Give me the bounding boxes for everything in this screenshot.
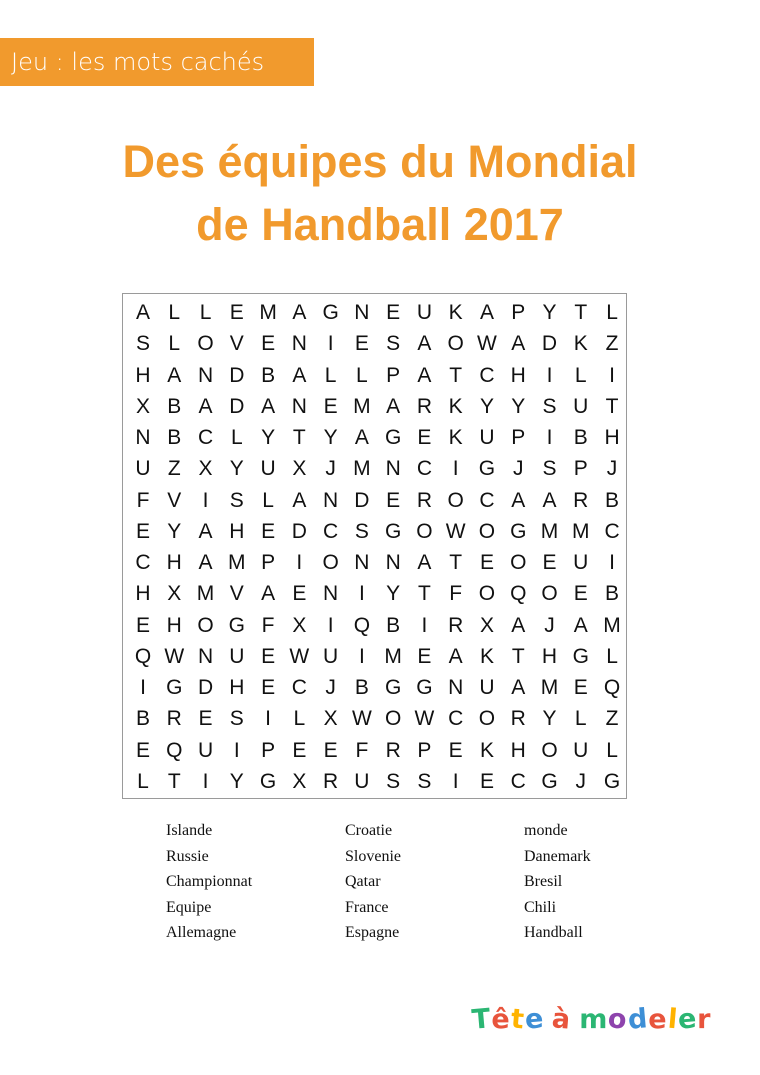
- grid-letter[interactable]: U: [354, 769, 370, 793]
- grid-letter[interactable]: Q: [510, 582, 527, 606]
- grid-letter[interactable]: D: [354, 488, 370, 512]
- grid-letter[interactable]: S: [542, 457, 557, 481]
- grid-letter[interactable]: O: [541, 738, 558, 762]
- grid-letter[interactable]: T: [511, 644, 525, 668]
- grid-letter[interactable]: A: [511, 676, 526, 699]
- word-list-item: Championnat: [166, 873, 253, 890]
- grid-letter[interactable]: N: [385, 457, 401, 481]
- grid-letter[interactable]: O: [510, 551, 527, 574]
- grid-letter[interactable]: E: [542, 551, 557, 574]
- grid-letter[interactable]: Q: [166, 738, 183, 762]
- grid-letter[interactable]: P: [511, 426, 526, 449]
- grid-letter[interactable]: T: [418, 582, 431, 606]
- grid-letter[interactable]: I: [265, 707, 271, 731]
- grid-letter[interactable]: O: [478, 582, 496, 606]
- grid-letter[interactable]: G: [228, 613, 245, 637]
- grid-letter[interactable]: U: [260, 457, 276, 481]
- grid-letter[interactable]: C: [291, 676, 307, 699]
- grid-letter[interactable]: S: [354, 519, 369, 543]
- grid-letter[interactable]: G: [384, 676, 402, 699]
- grid-letter[interactable]: U: [135, 457, 151, 481]
- grid-letter[interactable]: I: [327, 332, 334, 356]
- word-list-item: Qatar: [345, 873, 381, 890]
- grid-letter[interactable]: Q: [134, 644, 152, 668]
- grid-letter[interactable]: A: [511, 488, 526, 512]
- grid-letter[interactable]: N: [323, 488, 339, 512]
- grid-letter[interactable]: K: [479, 644, 494, 668]
- grid-letter[interactable]: D: [229, 394, 245, 418]
- grid-letter[interactable]: B: [605, 488, 620, 512]
- grid-letter[interactable]: O: [416, 519, 433, 543]
- word-list-item: Equipe: [166, 898, 212, 916]
- grid-letter[interactable]: P: [511, 301, 526, 324]
- grid-letter[interactable]: X: [323, 707, 338, 731]
- grid-letter[interactable]: C: [323, 519, 339, 543]
- grid-letter[interactable]: I: [358, 582, 365, 606]
- grid-letter[interactable]: A: [198, 519, 213, 543]
- grid-letter[interactable]: N: [354, 551, 370, 574]
- grid-letter[interactable]: B: [135, 707, 150, 731]
- grid-letter[interactable]: J: [606, 457, 618, 481]
- grid-letter[interactable]: N: [448, 676, 464, 699]
- grid-letter[interactable]: R: [573, 488, 589, 512]
- grid-letter[interactable]: M: [196, 582, 215, 606]
- grid-letter[interactable]: I: [546, 363, 553, 387]
- grid-letter[interactable]: A: [511, 613, 526, 637]
- grid-letter[interactable]: L: [606, 301, 618, 324]
- grid-letter[interactable]: E: [261, 332, 276, 356]
- grid-letter[interactable]: G: [541, 769, 558, 793]
- grid-letter[interactable]: E: [448, 738, 463, 762]
- grid-letter[interactable]: U: [573, 394, 589, 418]
- grid-letter[interactable]: P: [261, 551, 276, 574]
- grid-letter[interactable]: F: [136, 488, 150, 512]
- grid-letter[interactable]: I: [233, 738, 240, 762]
- game-type-label: Jeu : les mots cachés: [0, 38, 314, 86]
- grid-letter[interactable]: H: [604, 426, 620, 449]
- grid-letter[interactable]: D: [197, 676, 214, 699]
- grid-letter[interactable]: G: [166, 676, 183, 699]
- grid-letter[interactable]: G: [510, 519, 527, 543]
- grid-letter[interactable]: R: [510, 707, 526, 731]
- grid-letter[interactable]: B: [605, 582, 620, 606]
- grid-letter[interactable]: E: [135, 738, 150, 762]
- grid-letter[interactable]: B: [167, 394, 182, 418]
- grid-letter[interactable]: V: [229, 582, 244, 606]
- grid-letter[interactable]: E: [479, 551, 494, 574]
- grid-letter[interactable]: N: [354, 301, 370, 324]
- grid-letter[interactable]: H: [229, 519, 245, 543]
- grid-letter[interactable]: O: [447, 332, 464, 356]
- grid-letter[interactable]: N: [291, 332, 307, 356]
- grid-letter[interactable]: P: [386, 363, 401, 387]
- grid-letter[interactable]: A: [198, 551, 213, 574]
- grid-letter[interactable]: Y: [479, 394, 494, 418]
- grid-letter[interactable]: S: [135, 332, 150, 356]
- grid-letter[interactable]: Y: [542, 301, 557, 324]
- grid-letter[interactable]: L: [262, 488, 274, 512]
- grid-letter[interactable]: W: [351, 707, 372, 731]
- grid-letter[interactable]: R: [448, 613, 464, 637]
- grid-letter[interactable]: N: [385, 551, 401, 574]
- grid-letter[interactable]: C: [197, 426, 214, 449]
- grid-letter[interactable]: C: [479, 363, 495, 387]
- grid-letter[interactable]: N: [323, 582, 339, 606]
- grid-letter[interactable]: B: [354, 676, 369, 699]
- grid-letter[interactable]: H: [166, 613, 182, 637]
- grid-letter[interactable]: L: [356, 363, 368, 387]
- grid-letter[interactable]: P: [573, 457, 588, 481]
- grid-letter[interactable]: U: [197, 738, 214, 762]
- grid-letter[interactable]: A: [511, 332, 526, 356]
- grid-letter[interactable]: C: [416, 457, 432, 481]
- grid-letter[interactable]: H: [510, 363, 526, 387]
- grid-letter[interactable]: W: [414, 707, 435, 731]
- grid-letter[interactable]: E: [386, 488, 401, 512]
- grid-letter[interactable]: H: [166, 551, 182, 574]
- grid-letter[interactable]: M: [540, 519, 559, 543]
- grid-letter[interactable]: L: [137, 769, 149, 793]
- grid-letter[interactable]: E: [479, 769, 494, 793]
- grid-letter[interactable]: J: [325, 676, 336, 699]
- word-list-item: Islande: [166, 822, 213, 839]
- grid-letter[interactable]: Z: [167, 457, 181, 481]
- word-list-item: Danemark: [524, 847, 591, 865]
- word-list-item: Handball: [524, 924, 583, 941]
- grid-letter[interactable]: Y: [229, 769, 244, 793]
- grid-letter[interactable]: Z: [605, 332, 619, 356]
- grid-letter[interactable]: M: [353, 394, 371, 418]
- grid-letter[interactable]: M: [228, 551, 246, 574]
- grid-letter[interactable]: Y: [511, 394, 526, 418]
- grid-letter[interactable]: X: [292, 457, 307, 481]
- grid-letter[interactable]: Y: [386, 582, 401, 606]
- grid-letter[interactable]: I: [358, 644, 365, 668]
- grid-letter[interactable]: T: [449, 551, 463, 574]
- grid-letter[interactable]: U: [573, 551, 589, 574]
- grid-letter[interactable]: A: [354, 426, 369, 449]
- grid-letter[interactable]: A: [167, 363, 182, 387]
- grid-letter[interactable]: G: [322, 301, 339, 324]
- grid-letter[interactable]: S: [542, 394, 557, 418]
- grid-letter[interactable]: A: [479, 301, 494, 324]
- grid-letter[interactable]: L: [199, 301, 212, 324]
- grid-letter[interactable]: R: [323, 769, 339, 793]
- grid-letter[interactable]: J: [575, 769, 587, 793]
- grid-letter[interactable]: B: [261, 363, 276, 387]
- word-list-item: Bresil: [524, 873, 563, 890]
- grid-letter[interactable]: A: [417, 363, 432, 387]
- grid-letter[interactable]: E: [261, 519, 276, 543]
- grid-letter[interactable]: G: [259, 769, 277, 793]
- grid-letter[interactable]: U: [229, 644, 245, 668]
- grid-letter[interactable]: Y: [167, 519, 182, 543]
- grid-letter[interactable]: G: [572, 644, 589, 668]
- grid-letter[interactable]: G: [384, 519, 402, 543]
- grid-letter[interactable]: I: [296, 551, 303, 574]
- grid-letter[interactable]: A: [198, 394, 213, 418]
- grid-letter[interactable]: C: [510, 769, 526, 793]
- grid-letter[interactable]: C: [135, 551, 151, 574]
- grid-letter[interactable]: G: [416, 676, 433, 699]
- grid-letter[interactable]: S: [386, 332, 401, 356]
- grid-letter[interactable]: E: [135, 519, 150, 543]
- grid-letter[interactable]: N: [197, 644, 214, 668]
- grid-letter[interactable]: A: [261, 394, 276, 418]
- grid-letter[interactable]: X: [198, 457, 213, 481]
- grid-letter[interactable]: X: [135, 394, 150, 418]
- grid-letter[interactable]: R: [385, 738, 401, 762]
- grid-letter[interactable]: E: [229, 301, 244, 324]
- word-list-item: Russie: [166, 847, 209, 865]
- grid-letter[interactable]: E: [261, 676, 276, 699]
- grid-letter[interactable]: X: [292, 613, 307, 637]
- grid-letter[interactable]: N: [135, 426, 151, 449]
- word-list-item: Croatie: [345, 822, 393, 839]
- grid-letter[interactable]: P: [261, 738, 276, 762]
- grid-letter[interactable]: N: [197, 363, 214, 387]
- grid-letter[interactable]: L: [324, 363, 337, 387]
- grid-letter[interactable]: A: [135, 301, 150, 324]
- grid-letter[interactable]: I: [202, 769, 209, 793]
- grid-letter[interactable]: Y: [542, 707, 557, 731]
- grid-letter[interactable]: A: [542, 488, 557, 512]
- grid-letter[interactable]: M: [572, 519, 590, 543]
- grid-letter[interactable]: M: [353, 457, 371, 481]
- grid-letter[interactable]: R: [416, 488, 432, 512]
- grid-letter[interactable]: O: [478, 519, 496, 543]
- grid-letter[interactable]: I: [609, 363, 615, 387]
- grid-letter[interactable]: E: [354, 332, 369, 356]
- grid-letter[interactable]: I: [609, 551, 615, 574]
- grid-letter[interactable]: E: [323, 394, 338, 418]
- grid-letter[interactable]: D: [229, 363, 245, 387]
- grid-letter[interactable]: N: [291, 394, 307, 418]
- brand-logo: [472, 1004, 711, 1044]
- word-list-item: Espagne: [345, 924, 400, 941]
- grid-letter[interactable]: X: [167, 582, 182, 606]
- grid-letter[interactable]: E: [292, 582, 307, 606]
- grid-letter[interactable]: O: [197, 613, 214, 637]
- grid-letter[interactable]: Z: [605, 707, 619, 731]
- grid-letter[interactable]: W: [164, 644, 185, 668]
- grid-letter[interactable]: M: [540, 676, 559, 699]
- grid-letter[interactable]: I: [202, 488, 209, 512]
- grid-letter[interactable]: O: [197, 332, 214, 356]
- grid-letter[interactable]: O: [384, 707, 402, 731]
- grid-letter[interactable]: X: [292, 769, 307, 793]
- grid-letter[interactable]: L: [606, 738, 618, 762]
- grid-letter[interactable]: U: [323, 644, 339, 668]
- grid-letter[interactable]: A: [417, 332, 432, 356]
- grid-letter[interactable]: I: [327, 613, 334, 637]
- grid-letter[interactable]: L: [230, 426, 243, 449]
- grid-letter[interactable]: K: [448, 301, 463, 324]
- page-title: [0, 130, 760, 256]
- grid-letter[interactable]: R: [166, 707, 182, 731]
- grid-letter[interactable]: H: [135, 363, 151, 387]
- grid-letter[interactable]: Y: [261, 426, 276, 449]
- grid-letter[interactable]: U: [479, 426, 495, 449]
- grid-letter[interactable]: I: [452, 769, 459, 793]
- grid-letter[interactable]: L: [574, 363, 587, 387]
- grid-letter[interactable]: A: [386, 394, 401, 418]
- grid-letter[interactable]: L: [606, 644, 618, 668]
- word-list-column: [524, 820, 591, 948]
- grid-letter[interactable]: A: [292, 488, 307, 512]
- grid-letter[interactable]: A: [417, 551, 432, 574]
- grid-letter[interactable]: I: [452, 457, 459, 481]
- grid-letter[interactable]: G: [478, 457, 496, 481]
- grid-letter[interactable]: H: [229, 676, 245, 699]
- grid-letter[interactable]: U: [573, 738, 589, 762]
- grid-letter[interactable]: A: [292, 363, 307, 387]
- grid-letter[interactable]: Q: [603, 676, 621, 699]
- word-list-column: [166, 820, 252, 948]
- grid-letter[interactable]: A: [573, 613, 588, 637]
- grid-letter[interactable]: A: [261, 582, 276, 606]
- grid-letter[interactable]: E: [261, 644, 276, 668]
- grid-letter[interactable]: E: [292, 738, 307, 762]
- grid-letter[interactable]: T: [167, 769, 181, 793]
- grid-letter[interactable]: U: [416, 301, 432, 324]
- grid-letter[interactable]: F: [355, 738, 369, 762]
- grid-letter[interactable]: K: [448, 394, 463, 418]
- grid-letter[interactable]: K: [573, 332, 588, 356]
- grid-letter[interactable]: M: [259, 301, 277, 324]
- grid-letter[interactable]: L: [293, 707, 306, 731]
- grid-letter[interactable]: O: [447, 488, 464, 512]
- grid-letter[interactable]: B: [167, 426, 182, 449]
- grid-letter[interactable]: T: [292, 426, 306, 449]
- grid-letter[interactable]: F: [449, 582, 463, 606]
- grid-letter[interactable]: C: [448, 707, 464, 731]
- grid-letter[interactable]: I: [546, 426, 553, 449]
- grid-letter[interactable]: B: [573, 426, 588, 449]
- grid-letter[interactable]: L: [168, 301, 181, 324]
- grid-letter[interactable]: E: [323, 738, 338, 762]
- logo-text: Tête à modeler: [470, 1003, 712, 1036]
- grid-letter[interactable]: O: [478, 707, 496, 731]
- grid-letter[interactable]: X: [479, 613, 494, 637]
- word-list-item: monde: [524, 822, 568, 839]
- title-line-1: Des équipes du Mondial: [122, 136, 638, 187]
- grid-letter[interactable]: C: [479, 488, 495, 512]
- grid-letter[interactable]: I: [421, 613, 428, 637]
- grid-letter[interactable]: U: [479, 676, 495, 699]
- grid-letter[interactable]: W: [289, 644, 310, 668]
- grid-letter[interactable]: V: [167, 488, 182, 512]
- grid-letter[interactable]: H: [135, 582, 151, 606]
- grid-letter[interactable]: W: [445, 519, 466, 543]
- grid-letter[interactable]: C: [604, 519, 620, 543]
- grid-letter[interactable]: E: [573, 582, 588, 606]
- grid-letter[interactable]: K: [448, 426, 463, 449]
- grid-letter[interactable]: G: [384, 426, 402, 449]
- grid-letter[interactable]: E: [135, 613, 150, 637]
- grid-letter[interactable]: Q: [353, 613, 371, 637]
- grid-letter[interactable]: E: [198, 707, 213, 731]
- grid-letter[interactable]: L: [168, 332, 181, 356]
- word-list-item: France: [345, 898, 389, 916]
- grid-letter[interactable]: I: [140, 676, 146, 699]
- grid-letter[interactable]: G: [603, 769, 621, 793]
- grid-letter[interactable]: R: [416, 394, 432, 418]
- grid-letter[interactable]: D: [291, 519, 307, 543]
- grid-letter[interactable]: B: [386, 613, 401, 637]
- grid-letter[interactable]: J: [512, 457, 524, 481]
- grid-letter[interactable]: S: [229, 488, 244, 512]
- grid-letter[interactable]: S: [417, 769, 432, 793]
- grid-letter[interactable]: H: [541, 644, 558, 668]
- word-list-item: Allemagne: [166, 924, 237, 941]
- grid-letter[interactable]: A: [448, 644, 463, 668]
- grid-letter[interactable]: T: [574, 301, 588, 324]
- grid-letter[interactable]: E: [573, 676, 588, 699]
- word-list-item: Chili: [524, 898, 557, 916]
- grid-letter[interactable]: M: [603, 613, 621, 637]
- grid-letter[interactable]: O: [322, 551, 339, 574]
- grid-letter[interactable]: T: [605, 394, 619, 418]
- grid-letter[interactable]: E: [386, 301, 401, 324]
- grid-letter[interactable]: M: [384, 644, 402, 668]
- word-list-item: Slovenie: [345, 847, 401, 865]
- grid-letter[interactable]: H: [510, 738, 526, 762]
- grid-letter[interactable]: L: [574, 707, 587, 731]
- grid-letter[interactable]: F: [261, 613, 275, 637]
- grid-letter[interactable]: Y: [229, 457, 244, 481]
- grid-letter[interactable]: W: [477, 332, 497, 356]
- grid-letter[interactable]: J: [544, 613, 555, 637]
- grid-letter[interactable]: E: [417, 644, 432, 668]
- grid-letter[interactable]: E: [417, 426, 432, 449]
- grid-letter[interactable]: K: [479, 738, 494, 762]
- grid-letter[interactable]: P: [417, 738, 432, 762]
- word-search-grid: [122, 293, 627, 799]
- grid-letter[interactable]: A: [292, 301, 307, 324]
- word-list-column: [345, 820, 401, 948]
- title-line-2: de Handball 2017: [196, 199, 564, 250]
- grid-letter[interactable]: J: [325, 457, 336, 481]
- grid-letter[interactable]: O: [541, 582, 558, 606]
- grid-letter[interactable]: V: [229, 332, 244, 356]
- grid-letter[interactable]: D: [541, 332, 558, 356]
- grid-letter[interactable]: S: [386, 769, 401, 793]
- grid-letter[interactable]: S: [229, 707, 244, 731]
- grid-letter[interactable]: Y: [323, 426, 338, 449]
- grid-letter[interactable]: T: [449, 363, 463, 387]
